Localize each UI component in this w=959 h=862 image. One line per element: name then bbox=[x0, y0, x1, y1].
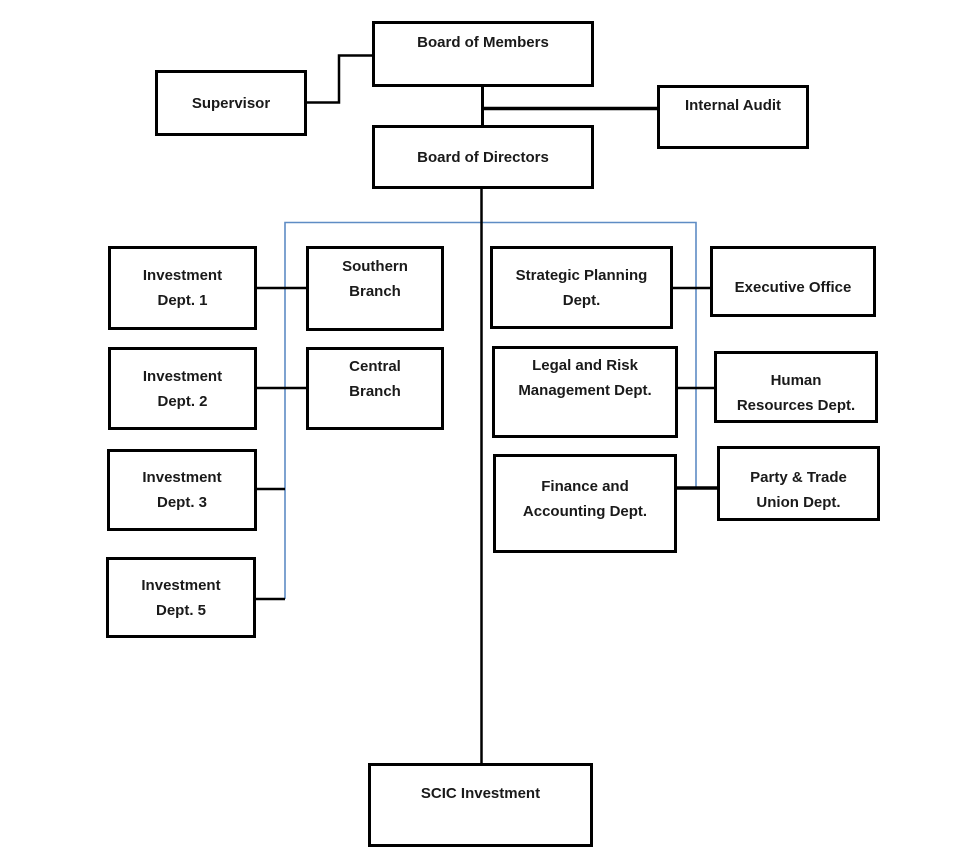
node-central-branch bbox=[306, 347, 444, 430]
node-label: Dept. 3 bbox=[156, 494, 207, 511]
node-label: Accounting Dept. bbox=[522, 502, 648, 520]
node-finance-and-accounting-dept bbox=[493, 454, 677, 553]
node-scic-investment bbox=[368, 763, 593, 847]
node-label: Board of Directors bbox=[417, 148, 549, 166]
node-label: Dept. bbox=[562, 291, 601, 309]
node-label: Party & Trade bbox=[750, 468, 847, 486]
node-label: Board of Members bbox=[417, 33, 549, 51]
node-label: Dept. 2 bbox=[157, 392, 208, 410]
node-legal-and-risk-management-dept bbox=[492, 346, 678, 438]
node-party-trade-union-dept bbox=[717, 446, 880, 521]
node-label: Strategic Planning bbox=[515, 266, 648, 284]
node-label: Central bbox=[349, 357, 401, 375]
node-investment-dept-3 bbox=[107, 449, 257, 531]
node-label: Dept. 1 bbox=[157, 292, 208, 309]
node-label: Investment bbox=[142, 367, 223, 385]
node-label: Executive Office bbox=[734, 279, 852, 296]
node-label: Internal Audit bbox=[684, 96, 782, 114]
node-board-of-members bbox=[372, 21, 594, 87]
node-southern-branch bbox=[306, 246, 444, 331]
node-label: Human bbox=[770, 372, 822, 389]
node-label: Resources Dept. bbox=[736, 397, 856, 414]
node-label: Legal and Risk bbox=[532, 357, 638, 374]
node-label: Supervisor bbox=[191, 94, 271, 112]
node-executive-office bbox=[710, 246, 876, 317]
node-label: Southern bbox=[342, 257, 408, 275]
node-label: Investment bbox=[142, 267, 223, 284]
node-label: Investment bbox=[141, 576, 221, 594]
node-investment-dept-5 bbox=[106, 557, 256, 638]
node-label: Dept. 5 bbox=[155, 601, 206, 619]
node-strategic-planning-dept bbox=[490, 246, 673, 329]
node-label: Union Dept. bbox=[756, 493, 841, 511]
node-internal-audit bbox=[657, 85, 809, 149]
node-label: Finance and bbox=[541, 477, 629, 495]
node-investment-dept-2 bbox=[108, 347, 257, 430]
node-label: Management Dept. bbox=[518, 382, 652, 399]
node-label: Investment bbox=[142, 469, 222, 486]
node-investment-dept-1 bbox=[108, 246, 257, 330]
node-human-resources-dept bbox=[714, 351, 878, 423]
node-label: Branch bbox=[349, 282, 401, 300]
node-supervisor bbox=[155, 70, 307, 136]
node-label: SCIC Investment bbox=[420, 784, 541, 802]
supervisor-link bbox=[306, 56, 373, 103]
node-label: Branch bbox=[349, 382, 401, 400]
node-board-of-directors bbox=[372, 125, 594, 189]
